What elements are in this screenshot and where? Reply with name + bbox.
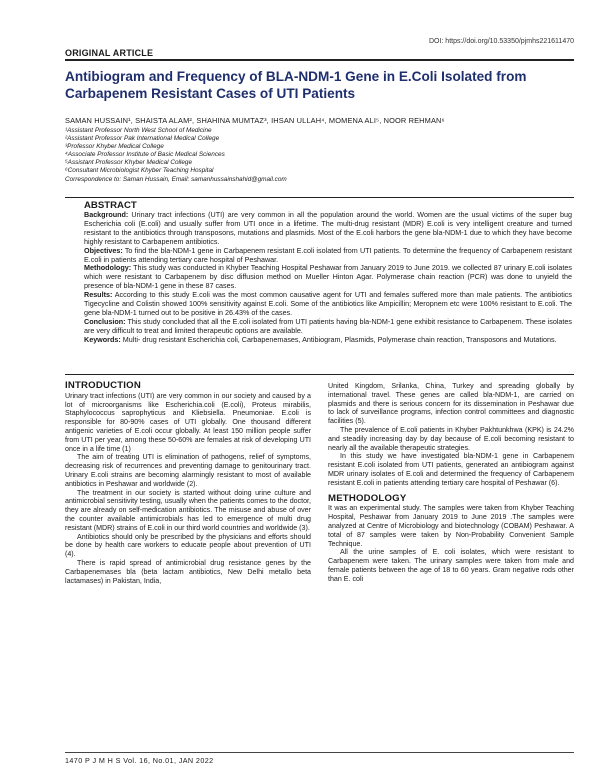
affiliation-6: ⁶Consultant Microbiologist Khyber Teaching Hospital xyxy=(65,167,214,175)
header-divider xyxy=(65,59,574,61)
article-type-label: ORIGINAL ARTICLE xyxy=(65,48,154,58)
conclusion-label: Conclusion: xyxy=(84,316,126,326)
methodology-heading: METHODOLOGY xyxy=(328,492,407,504)
intro-paragraph-2: The aim of treating UTI is elimination of pathogens, relief of symptoms, decreasing risk of recurrences and preventing damage to genitourinary tract. Urinary E.coli strains are becoming alarmingly resistant to most of available antibiotics in Peshawar and worldwide (2). xyxy=(65,453,311,488)
abstract-keywords xyxy=(84,336,572,345)
page-footer: 1470 P J M H S Vol. 16, No.01, JAN 2022 xyxy=(65,756,214,765)
methodology-text: This study was conducted in Khyber Teaching Hospital Peshawar from January 2019 to June 2019. we collected 87 urinary E.coli isolates which were resistant to Carbapenem by disc diffusion method on Mueller Hinton Agar. Polymerase chain reaction (PCR) was done to unyield the presence of bla-NDM-1 gene in these 87 cases. xyxy=(84,263,572,291)
abstract-heading: ABSTRACT xyxy=(84,200,137,211)
methodology-label: Methodology: xyxy=(84,263,132,273)
intro-paragraph-4: Antibiotics should only be prescribed by the physicians and efforts should be done by health care workers to educate people about prevention of UTI (4). xyxy=(65,532,311,559)
affiliation-1: ¹Assistant Professor North West School of Medicine xyxy=(65,127,212,134)
keywords-label: Keywords: xyxy=(84,334,121,344)
abstract-body xyxy=(84,211,572,345)
objectives-label: Objectives: xyxy=(84,245,123,255)
abstract-methodology xyxy=(84,264,572,291)
affiliation-3: ³Professor Khyber Medical College xyxy=(65,143,164,151)
right-paragraph-3: In this study we have investigated bla-NDM-1 gene in Carbapenem resistant E.coli isolated from UTI patients, generated an antibiogram against MDR urinary isolates of E.coli and determined the frequency of Carbapenem resistant E.coli in patients attending tertiary care hospital of Peshawar (6). xyxy=(328,452,574,487)
background-label: Background: xyxy=(84,210,129,219)
affiliations xyxy=(65,127,574,184)
intro-paragraph-5: There is rapid spread of antimicrobial drug resistance genes by the Carbapenemases bla (beta lactam antibiotics, New Delhi metallo beta lactamases) in Pakistan, India, xyxy=(65,558,311,585)
affiliation-2: ²Assistant Professor Pak International Medical College xyxy=(65,135,220,143)
right-column xyxy=(328,382,574,584)
right-paragraph-2: The prevalence of E.coli patients in Khyber Pakhtunkhwa (KPK) is 24.2% and steadily increasing day by day because of E.coli becoming resistant to nearly all the available therapeutic strategies. xyxy=(328,425,574,452)
abstract-bottom-divider xyxy=(65,374,574,375)
methodology-paragraph-2: All the urine samples of E. coli isolates, which were resistant to Carbapenem were taken. The urinary samples were taken from male and female patients between the age of 18 to 60 years. Gram negative rods other than E. coli xyxy=(328,548,574,583)
objectives-text: To find the bla-NDM-1 gene in Carbapenem resistant E.coli isolated from UTI patients. To determine the frequency of Carbapenem resistant E.coli in patients attending tertiary care hospital of Peshawar. xyxy=(84,245,572,264)
keywords-text: Multi- drug resistant Escherichia coli, Carbapenemases, Antibiogram, Plasmids, Polymerase chain reaction, Transposons and Mutations. xyxy=(122,334,557,344)
doi-link[interactable]: DOI: https://doi.org/10.53350/pjmhs221611470 xyxy=(428,38,574,45)
intro-paragraph-3: The treatment in our society is started without doing urine culture and antimicrobial sensitivity testing, usually when the patients comes to the doctor, they are already on self-medication antibiotics. The misuse and abuse of over the counter available antimicrobials has led to emergence of multi drug resistant (MDR) strains of E.coli in our third world countries and worldwide (3). xyxy=(65,488,311,532)
introduction-heading: INTRODUCTION xyxy=(65,380,141,391)
right-paragraph-1: United Kingdom, Srilanka, China, Turkey and spreading globally by international travel. These genes are called bla-NDM-1, are carried on plasmids and there is serious concern for its dissemination in Peshawar due to lack of surveillance programs, infection control committees and diagnostic facilities (5). xyxy=(328,382,574,426)
abstract-results xyxy=(84,291,572,318)
conclusion-text: This study concluded that all the E.coli isolated from UTI patients having bla-NDM-1 gene exhibit resistance to Carbapenem. These isolates are very difficult to treat and limited therapeutic options are available. xyxy=(84,316,572,335)
abstract-background xyxy=(84,211,572,247)
results-text: According to this study E.coli was the most common causative agent for UTI and females suffered more than male patients. The antibiotics Tigecycline and Colistin showed 100% sensitivity against E.coli. Some of the antibiotics like Ampicillin; Meropnem etc were 100% resistant to E.coli. The gene bla-NDM-1 turned out to be positive in 26.43% of the cases. xyxy=(84,290,572,317)
results-label: Results: xyxy=(84,290,113,300)
methodology-paragraph-1: It was an experimental study. The samples were taken from Khyber Teaching Hospital, Peshawar from January 2019 to June 2019 .The samples were analyzed at Centre of Microbiology and biotechnology (COBAM) Peshawar. A total of 87 samples were taken by Non-Probability Convenient Sample Technique. xyxy=(328,504,574,548)
intro-paragraph-1: Urinary tract infections (UTI) are very common in our society and caused by a lot of microorganisms like Escherichia.coli (E.coli), Proteus mirabilis, Staphylococcus saprophyticus and Kliebsiella. Pneumoniae. E.coli is responsible for 80-90% cases of UTI globally. One thousand different antigenic varieties of E.coli occur globally. At least 150 million people suffer from UTI per year, among these 50-60% are females at risk of developing UTI once in a life time (1) xyxy=(65,391,311,453)
abstract-conclusion xyxy=(84,318,572,336)
background-text: Urinary tract infections (UTI) are very common in all the population around the world. Women are the usual victims of the super bug Escherichia coli (E.coli) and usually suffer from UTI once in a lifetime. The multi-drug resistant (MDR) E.coli is very intelligent creature and turned resistant to the antibiotics through transposons, mutations and plasmids. Most of the E.coli harbors the gene bla-NDM-1 due to which they have become highly resistant to Carbapenem antibiotics. xyxy=(84,210,572,246)
abstract-top-divider xyxy=(65,197,574,198)
author-list: SAMAN HUSSAIN¹, SHAISTA ALAM², SHAHINA MUMTAZ³, IHSAN ULLAH⁴, MOMENA ALI⁵, NOOR REHMAN⁶ xyxy=(65,116,445,125)
affiliation-5: ⁵Assistant Professor Khyber Medical College xyxy=(65,159,193,167)
abstract-objectives xyxy=(84,247,572,265)
correspondence: Correspondence to: Saman Hussain, Email: samanhussainshahid@gmail.com xyxy=(65,175,287,183)
left-column xyxy=(65,382,311,585)
affiliation-4: ⁴Associate Professor Institute of Basic Medical Sciences xyxy=(65,151,225,159)
footer-divider xyxy=(65,752,574,753)
paper-title: Antibiogram and Frequency of BLA-NDM-1 Gene in E.Coli Isolated from Carbapenem Resistant Cases of UTI Patients xyxy=(65,69,527,101)
